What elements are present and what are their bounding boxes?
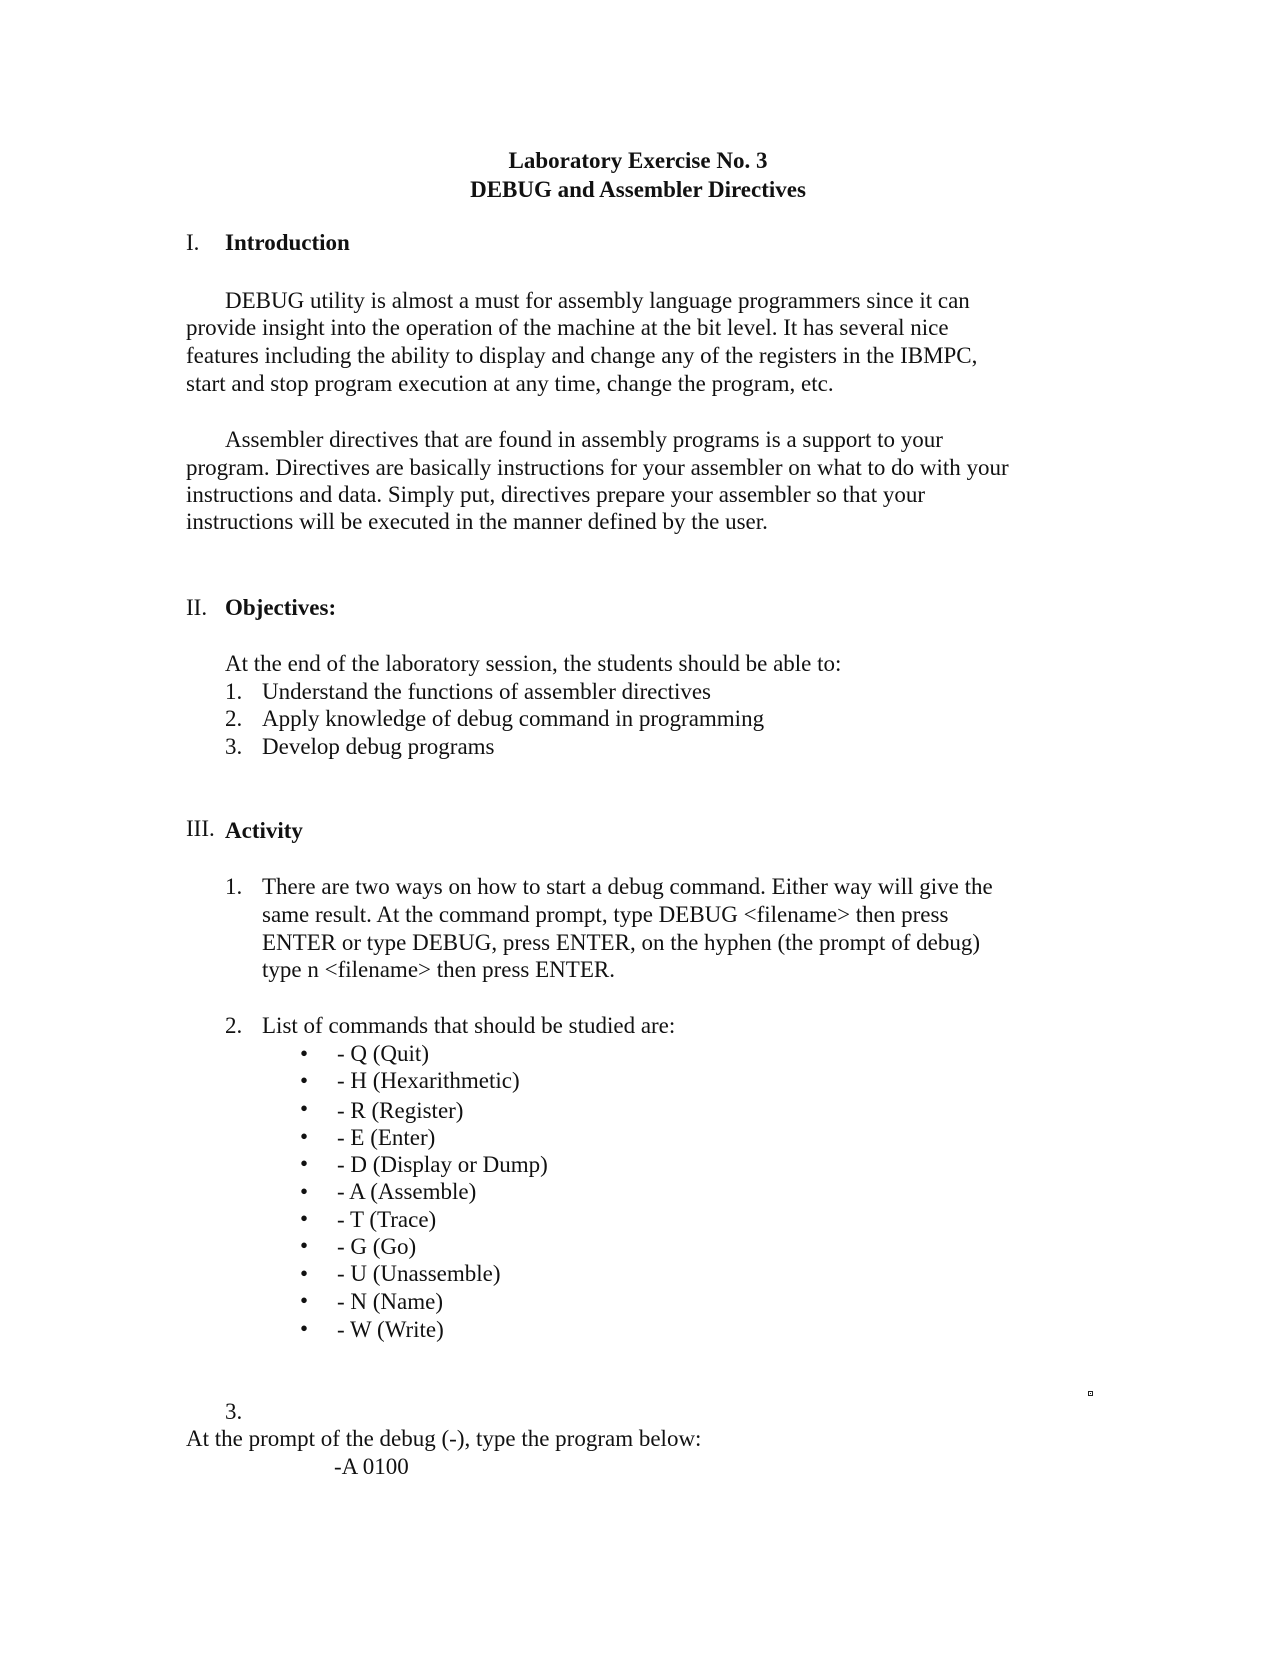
list-item-number: 1. xyxy=(225,679,243,704)
debug-code-line: -A 0100 xyxy=(334,1454,409,1479)
list-item-number: 2. xyxy=(225,706,243,731)
list-item-number: 3. xyxy=(225,734,243,759)
section-heading-intro: Introduction xyxy=(225,230,350,255)
bullet: • xyxy=(300,1288,309,1313)
section-numeral-objectives: II. xyxy=(186,595,208,620)
document-title-line2: DEBUG and Assembler Directives xyxy=(470,177,806,202)
command-item-display: - D (Display or Dump) xyxy=(337,1152,548,1177)
commands-lead: List of commands that should be studied are: xyxy=(262,1013,676,1038)
paragraph-line: instructions and data. Simply put, directives prepare your assembler so that your xyxy=(186,482,926,507)
bullet: • xyxy=(300,1206,309,1231)
paragraph-line: start and stop program execution at any time, change the program, etc. xyxy=(186,371,834,396)
paragraph-line: same result. At the command prompt, type DEBUG <filename> then press xyxy=(262,902,949,927)
command-item-hexarithmetic: - H (Hexarithmetic) xyxy=(337,1068,520,1093)
command-item-assemble: - A (Assemble) xyxy=(337,1179,477,1204)
section-numeral-activity: III. xyxy=(186,816,215,841)
bullet: • xyxy=(300,1041,309,1066)
activity-item-3-text: At the prompt of the debug (-), type the program below: xyxy=(186,1426,702,1451)
list-item-number: 2. xyxy=(225,1013,243,1038)
paragraph-line: instructions will be executed in the manner defined by the user. xyxy=(186,509,768,534)
bullet: • xyxy=(300,1096,309,1121)
command-item-name: - N (Name) xyxy=(337,1289,444,1314)
command-item-go: - G (Go) xyxy=(337,1234,417,1259)
object-anchor-icon xyxy=(1088,1391,1093,1396)
section-heading-activity: Activity xyxy=(225,818,303,843)
paragraph-line: ENTER or type DEBUG, press ENTER, on the hyphen (the prompt of debug) xyxy=(262,930,980,955)
document-title-line1: Laboratory Exercise No. 3 xyxy=(508,148,768,173)
bullet: • xyxy=(300,1179,309,1204)
list-item-number: 1. xyxy=(225,874,243,899)
list-item: Develop debug programs xyxy=(262,734,495,759)
bullet: • xyxy=(300,1124,309,1149)
list-item-number: 3. xyxy=(225,1399,243,1424)
bullet: • xyxy=(300,1261,309,1286)
paragraph-line: Assembler directives that are found in assembly programs is a support to your xyxy=(225,427,943,452)
command-item-enter: - E (Enter) xyxy=(337,1125,436,1150)
paragraph-line: provide insight into the operation of the machine at the bit level. It has several nice xyxy=(186,315,949,340)
paragraph-line: type n <filename> then press ENTER. xyxy=(262,957,615,982)
command-item-unassemble: - U (Unassemble) xyxy=(337,1261,501,1286)
command-item-write: - W (Write) xyxy=(337,1317,444,1342)
command-item-quit: - Q (Quit) xyxy=(337,1041,429,1066)
command-item-register: - R (Register) xyxy=(337,1098,464,1123)
section-heading-objectives: Objectives: xyxy=(225,595,337,620)
paragraph-line: DEBUG utility is almost a must for assembly language programmers since it can xyxy=(225,288,970,313)
bullet: • xyxy=(300,1151,309,1176)
paragraph-line: program. Directives are basically instructions for your assembler on what to do with your xyxy=(186,455,1009,480)
paragraph-line: features including the ability to display and change any of the registers in the IBMPC, xyxy=(186,343,978,368)
bullet: • xyxy=(300,1233,309,1258)
objectives-lead: At the end of the laboratory session, the students should be able to: xyxy=(225,651,842,676)
command-item-trace: - T (Trace) xyxy=(337,1207,437,1232)
bullet: • xyxy=(300,1316,309,1341)
paragraph-line: There are two ways on how to start a debug command. Either way will give the xyxy=(262,874,993,899)
list-item: Apply knowledge of debug command in programming xyxy=(262,706,765,731)
section-numeral-intro: I. xyxy=(186,230,200,255)
bullet: • xyxy=(300,1068,309,1093)
list-item: Understand the functions of assembler directives xyxy=(262,679,712,704)
